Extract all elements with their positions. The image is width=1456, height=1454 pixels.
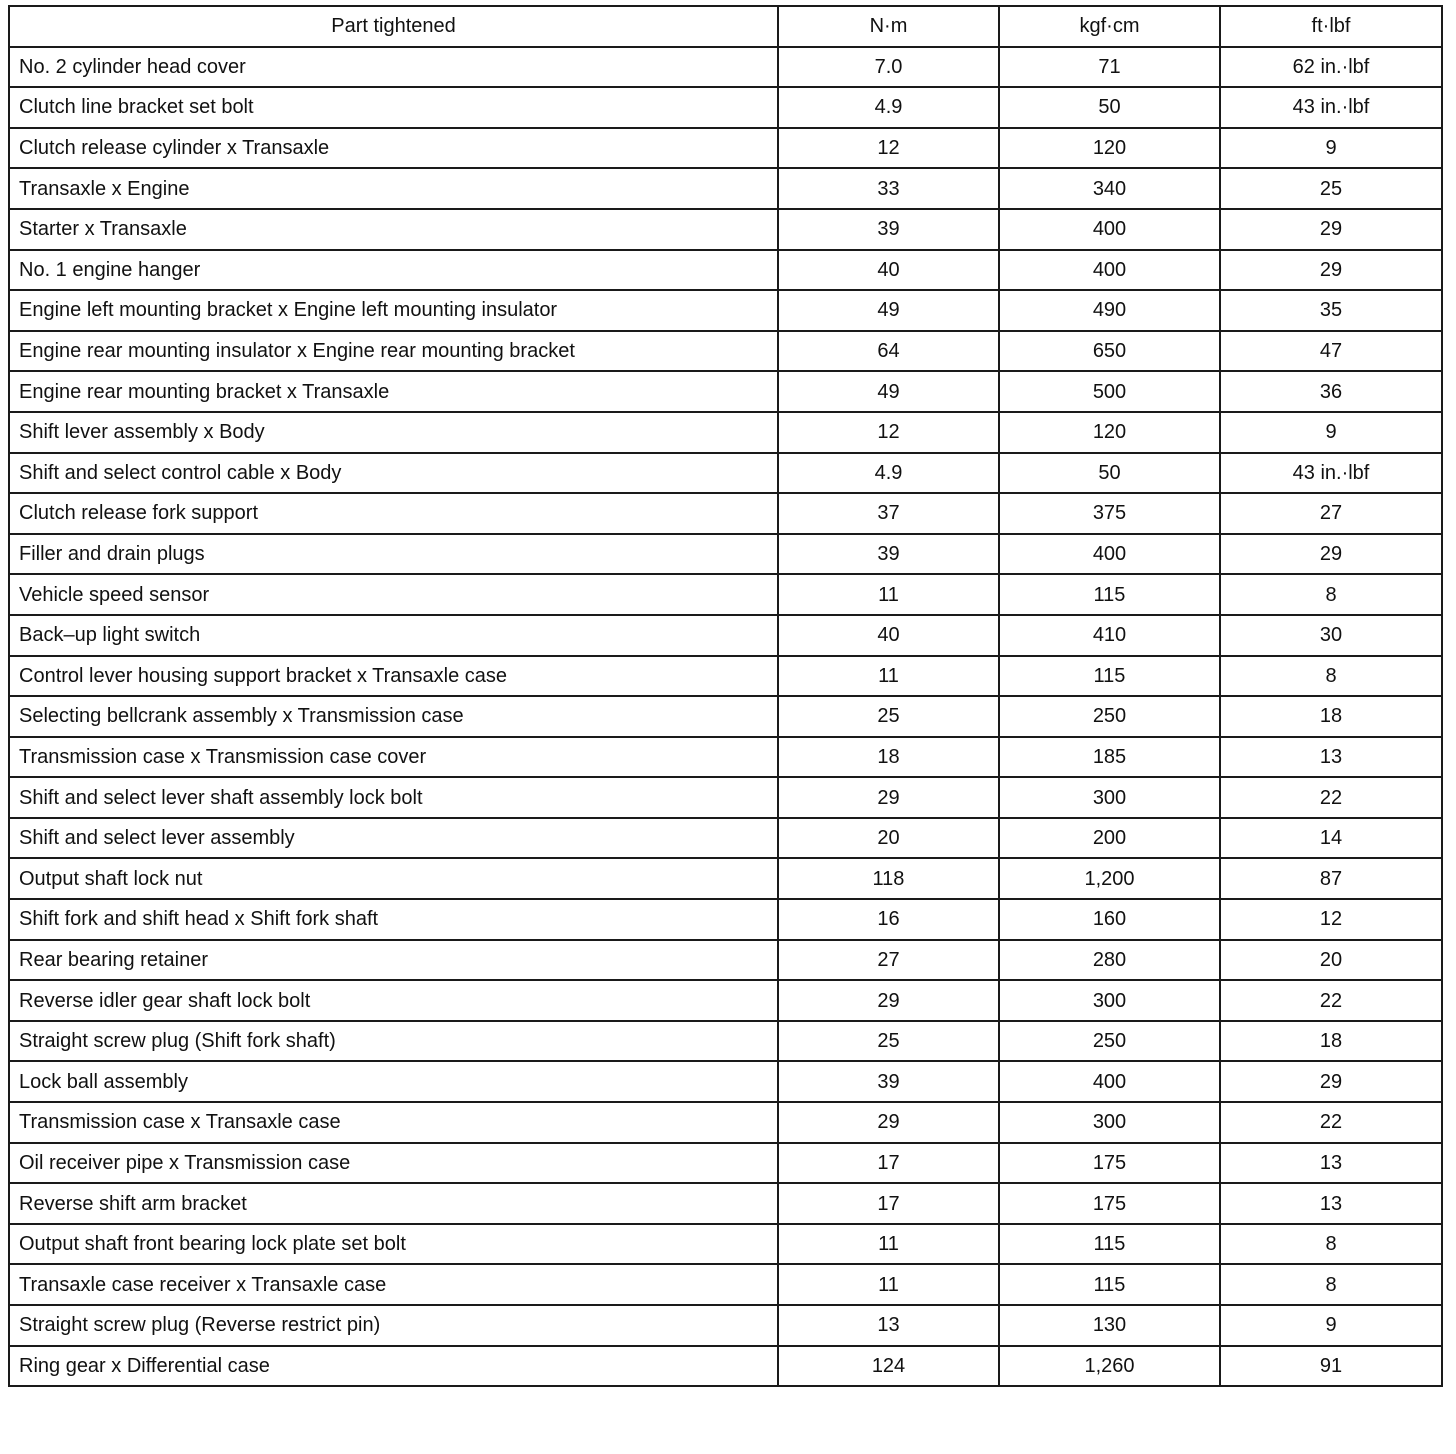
cell-kgf-cm: 185 — [999, 737, 1220, 778]
torque-spec-table — [8, 5, 1443, 1387]
cell-ft-lbf: 29 — [1220, 250, 1442, 291]
table-row — [9, 371, 1442, 412]
cell-newton-meter: 64 — [778, 331, 999, 372]
cell-newton-meter: 49 — [778, 371, 999, 412]
cell-newton-meter: 7.0 — [778, 47, 999, 88]
cell-kgf-cm: 50 — [999, 453, 1220, 494]
cell-newton-meter: 33 — [778, 168, 999, 209]
table-row — [9, 1346, 1442, 1387]
cell-kgf-cm: 1,260 — [999, 1346, 1220, 1387]
cell-newton-meter: 13 — [778, 1305, 999, 1346]
cell-newton-meter: 118 — [778, 858, 999, 899]
cell-part: Ring gear x Differential case — [9, 1346, 778, 1387]
cell-part: Shift and select control cable x Body — [9, 453, 778, 494]
cell-part: Engine rear mounting bracket x Transaxle — [9, 371, 778, 412]
cell-kgf-cm: 115 — [999, 656, 1220, 697]
cell-part: Filler and drain plugs — [9, 534, 778, 575]
cell-part: Output shaft lock nut — [9, 858, 778, 899]
cell-newton-meter: 39 — [778, 209, 999, 250]
table-row — [9, 574, 1442, 615]
cell-part: Engine rear mounting insulator x Engine rear mounting bracket — [9, 331, 778, 372]
cell-part: Clutch release cylinder x Transaxle — [9, 128, 778, 169]
cell-kgf-cm: 300 — [999, 980, 1220, 1021]
cell-kgf-cm: 410 — [999, 615, 1220, 656]
cell-part: Shift fork and shift head x Shift fork shaft — [9, 899, 778, 940]
cell-newton-meter: 25 — [778, 1021, 999, 1062]
cell-newton-meter: 18 — [778, 737, 999, 778]
table-row — [9, 777, 1442, 818]
cell-kgf-cm: 175 — [999, 1183, 1220, 1224]
table-row — [9, 656, 1442, 697]
cell-ft-lbf: 91 — [1220, 1346, 1442, 1387]
cell-kgf-cm: 250 — [999, 696, 1220, 737]
cell-part: Shift lever assembly x Body — [9, 412, 778, 453]
cell-part: Control lever housing support bracket x Transaxle case — [9, 656, 778, 697]
cell-ft-lbf: 9 — [1220, 1305, 1442, 1346]
cell-part: Vehicle speed sensor — [9, 574, 778, 615]
cell-newton-meter: 12 — [778, 412, 999, 453]
cell-part: Selecting bellcrank assembly x Transmission case — [9, 696, 778, 737]
table-row — [9, 615, 1442, 656]
cell-newton-meter: 27 — [778, 940, 999, 981]
cell-part: Lock ball assembly — [9, 1061, 778, 1102]
cell-part: Reverse shift arm bracket — [9, 1183, 778, 1224]
cell-newton-meter: 11 — [778, 1224, 999, 1265]
cell-kgf-cm: 490 — [999, 290, 1220, 331]
cell-newton-meter: 4.9 — [778, 453, 999, 494]
cell-kgf-cm: 400 — [999, 534, 1220, 575]
table-row — [9, 1264, 1442, 1305]
header-newton-meter: N·m — [778, 6, 999, 47]
table-row — [9, 128, 1442, 169]
table-row — [9, 858, 1442, 899]
cell-newton-meter: 4.9 — [778, 87, 999, 128]
cell-kgf-cm: 250 — [999, 1021, 1220, 1062]
cell-ft-lbf: 25 — [1220, 168, 1442, 209]
cell-part: Shift and select lever assembly — [9, 818, 778, 859]
cell-part: Engine left mounting bracket x Engine left mounting insulator — [9, 290, 778, 331]
cell-ft-lbf: 29 — [1220, 534, 1442, 575]
cell-ft-lbf: 43 in.·lbf — [1220, 453, 1442, 494]
cell-kgf-cm: 71 — [999, 47, 1220, 88]
table-row — [9, 899, 1442, 940]
cell-ft-lbf: 8 — [1220, 1264, 1442, 1305]
cell-newton-meter: 29 — [778, 980, 999, 1021]
cell-newton-meter: 11 — [778, 656, 999, 697]
cell-part: Clutch release fork support — [9, 493, 778, 534]
cell-ft-lbf: 12 — [1220, 899, 1442, 940]
table-row — [9, 940, 1442, 981]
cell-kgf-cm: 280 — [999, 940, 1220, 981]
cell-ft-lbf: 22 — [1220, 777, 1442, 818]
cell-kgf-cm: 130 — [999, 1305, 1220, 1346]
table-row — [9, 696, 1442, 737]
table-row — [9, 1183, 1442, 1224]
cell-part: Transaxle x Engine — [9, 168, 778, 209]
cell-ft-lbf: 22 — [1220, 1102, 1442, 1143]
cell-ft-lbf: 13 — [1220, 737, 1442, 778]
cell-newton-meter: 39 — [778, 534, 999, 575]
table-row — [9, 534, 1442, 575]
header-kgf-cm: kgf·cm — [999, 6, 1220, 47]
cell-ft-lbf: 20 — [1220, 940, 1442, 981]
cell-ft-lbf: 8 — [1220, 1224, 1442, 1265]
table-row — [9, 87, 1442, 128]
table-row — [9, 1224, 1442, 1265]
cell-kgf-cm: 120 — [999, 412, 1220, 453]
table-row — [9, 1102, 1442, 1143]
cell-ft-lbf: 62 in.·lbf — [1220, 47, 1442, 88]
cell-part: Output shaft front bearing lock plate set bolt — [9, 1224, 778, 1265]
cell-newton-meter: 37 — [778, 493, 999, 534]
cell-kgf-cm: 120 — [999, 128, 1220, 169]
cell-newton-meter: 25 — [778, 696, 999, 737]
table-row — [9, 818, 1442, 859]
table-header-row — [9, 6, 1442, 47]
header-part-tightened: Part tightened — [9, 6, 778, 47]
cell-newton-meter: 39 — [778, 1061, 999, 1102]
cell-ft-lbf: 87 — [1220, 858, 1442, 899]
cell-part: No. 1 engine hanger — [9, 250, 778, 291]
cell-kgf-cm: 650 — [999, 331, 1220, 372]
header-ft-lbf: ft·lbf — [1220, 6, 1442, 47]
cell-ft-lbf: 14 — [1220, 818, 1442, 859]
cell-ft-lbf: 8 — [1220, 656, 1442, 697]
cell-ft-lbf: 8 — [1220, 574, 1442, 615]
cell-newton-meter: 20 — [778, 818, 999, 859]
cell-newton-meter: 11 — [778, 574, 999, 615]
cell-newton-meter: 11 — [778, 1264, 999, 1305]
cell-kgf-cm: 400 — [999, 209, 1220, 250]
cell-kgf-cm: 50 — [999, 87, 1220, 128]
cell-kgf-cm: 300 — [999, 1102, 1220, 1143]
table-row — [9, 47, 1442, 88]
cell-kgf-cm: 200 — [999, 818, 1220, 859]
cell-ft-lbf: 13 — [1220, 1183, 1442, 1224]
cell-ft-lbf: 9 — [1220, 412, 1442, 453]
cell-newton-meter: 16 — [778, 899, 999, 940]
cell-ft-lbf: 35 — [1220, 290, 1442, 331]
cell-part: Reverse idler gear shaft lock bolt — [9, 980, 778, 1021]
table-row — [9, 209, 1442, 250]
cell-part: Shift and select lever shaft assembly lock bolt — [9, 777, 778, 818]
cell-kgf-cm: 115 — [999, 1264, 1220, 1305]
table-row — [9, 980, 1442, 1021]
cell-kgf-cm: 500 — [999, 371, 1220, 412]
cell-part: Oil receiver pipe x Transmission case — [9, 1143, 778, 1184]
cell-part: No. 2 cylinder head cover — [9, 47, 778, 88]
cell-part: Rear bearing retainer — [9, 940, 778, 981]
cell-kgf-cm: 115 — [999, 574, 1220, 615]
cell-part: Transmission case x Transmission case cover — [9, 737, 778, 778]
cell-part: Clutch line bracket set bolt — [9, 87, 778, 128]
table-row — [9, 412, 1442, 453]
table-row — [9, 453, 1442, 494]
cell-ft-lbf: 18 — [1220, 696, 1442, 737]
cell-kgf-cm: 115 — [999, 1224, 1220, 1265]
cell-ft-lbf: 47 — [1220, 331, 1442, 372]
cell-newton-meter: 49 — [778, 290, 999, 331]
cell-kgf-cm: 400 — [999, 250, 1220, 291]
cell-newton-meter: 124 — [778, 1346, 999, 1387]
cell-part: Straight screw plug (Reverse restrict pin) — [9, 1305, 778, 1346]
cell-part: Straight screw plug (Shift fork shaft) — [9, 1021, 778, 1062]
table-row — [9, 168, 1442, 209]
cell-newton-meter: 40 — [778, 615, 999, 656]
cell-part: Back–up light switch — [9, 615, 778, 656]
cell-ft-lbf: 27 — [1220, 493, 1442, 534]
table-row — [9, 1061, 1442, 1102]
cell-kgf-cm: 300 — [999, 777, 1220, 818]
cell-newton-meter: 17 — [778, 1143, 999, 1184]
cell-kgf-cm: 340 — [999, 168, 1220, 209]
cell-newton-meter: 12 — [778, 128, 999, 169]
cell-newton-meter: 40 — [778, 250, 999, 291]
cell-ft-lbf: 9 — [1220, 128, 1442, 169]
table-row — [9, 1021, 1442, 1062]
cell-part: Starter x Transaxle — [9, 209, 778, 250]
cell-part: Transaxle case receiver x Transaxle case — [9, 1264, 778, 1305]
cell-ft-lbf: 30 — [1220, 615, 1442, 656]
table-row — [9, 493, 1442, 534]
table-row — [9, 331, 1442, 372]
cell-ft-lbf: 18 — [1220, 1021, 1442, 1062]
cell-ft-lbf: 43 in.·lbf — [1220, 87, 1442, 128]
table-row — [9, 737, 1442, 778]
cell-ft-lbf: 22 — [1220, 980, 1442, 1021]
cell-ft-lbf: 29 — [1220, 209, 1442, 250]
cell-newton-meter: 17 — [778, 1183, 999, 1224]
cell-kgf-cm: 400 — [999, 1061, 1220, 1102]
table-row — [9, 290, 1442, 331]
cell-newton-meter: 29 — [778, 777, 999, 818]
table-body — [9, 47, 1442, 1387]
cell-ft-lbf: 36 — [1220, 371, 1442, 412]
cell-newton-meter: 29 — [778, 1102, 999, 1143]
cell-kgf-cm: 160 — [999, 899, 1220, 940]
cell-ft-lbf: 29 — [1220, 1061, 1442, 1102]
cell-ft-lbf: 13 — [1220, 1143, 1442, 1184]
table-row — [9, 1143, 1442, 1184]
cell-part: Transmission case x Transaxle case — [9, 1102, 778, 1143]
cell-kgf-cm: 1,200 — [999, 858, 1220, 899]
table-row — [9, 250, 1442, 291]
cell-kgf-cm: 375 — [999, 493, 1220, 534]
table-row — [9, 1305, 1442, 1346]
cell-kgf-cm: 175 — [999, 1143, 1220, 1184]
